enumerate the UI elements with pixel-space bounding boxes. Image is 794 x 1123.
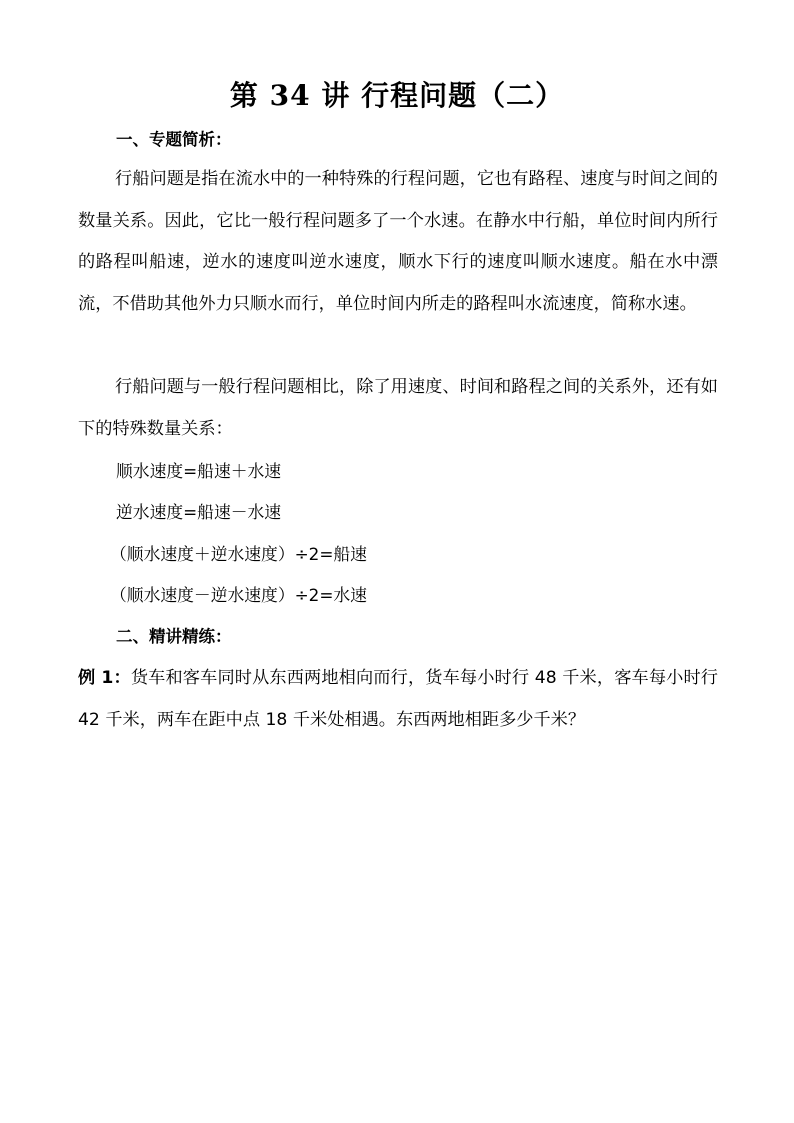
formula-upstream-speed: 逆水速度=船速－水速 — [116, 502, 282, 522]
section-heading-practice: 二、精讲精练： — [116, 627, 232, 646]
formula-boat-speed: （顺水速度＋逆水速度）÷2=船速 — [110, 544, 367, 564]
example-1 — [78, 658, 718, 741]
formula-water-speed: （顺水速度－逆水速度）÷2=水速 — [110, 585, 367, 605]
intro-paragraph: 行船问题是指在流水中的一种特殊的行程问题，它也有路程、速度与时间之间的数量关系。因此，它比一般行程问题多了一个水速。在静水中行船，单位时间内所行的路程叫船速，逆水的速度叫逆水速度，顺水下行的速度叫顺水速度。船在水中漂流，不借助其他外力只顺水而行，单位时间内所走的路程叫水流速度，简称水速。 — [78, 169, 718, 314]
example-1-text: 货车和客车同时从东西两地相向而行，货车每小时行 48 千米，客车每小时行 42 千米，两车在距中点 18 千米处相遇。东西两地相距多少千米？ — [78, 668, 718, 730]
formula-downstream-speed: 顺水速度=船速＋水速 — [116, 461, 282, 481]
relation-paragraph: 行船问题与一般行程问题相比，除了用速度、时间和路程之间的关系外，还有如下的特殊数量关系： — [78, 377, 718, 439]
example-1-label: 例 1： — [78, 668, 131, 688]
section-heading-analysis: 一、专题简析： — [116, 130, 232, 149]
page-title: 第 34 讲 行程问题（二） — [229, 79, 565, 112]
